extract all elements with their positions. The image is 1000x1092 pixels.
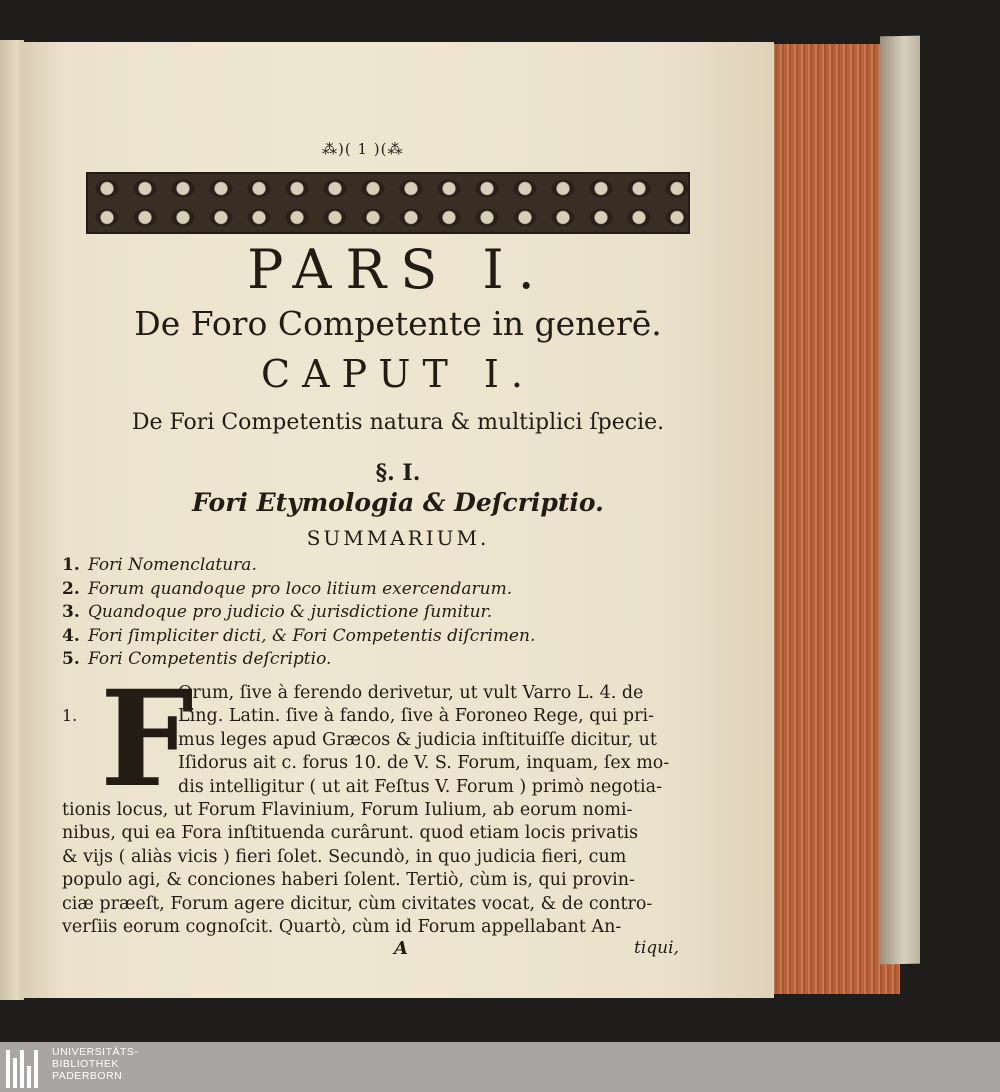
library-footer: [0, 1042, 1000, 1092]
chapter-title: De Fori Competentis natura & multiplici ſpecie.: [131, 410, 665, 435]
summary-heading: SUMMARIUM.: [306, 526, 490, 550]
body-line: mus leges apud Græcos & judicia inſtituiſſe dicitur, ut: [178, 729, 657, 750]
body-line: Iſidorus ait c. forus 10. de V. S. Forum, inquam, ſex mo-: [178, 753, 670, 774]
summary-list: [62, 554, 535, 672]
library-logo-icon: [6, 1046, 46, 1088]
library-name-line: BIBLIOTHEK: [52, 1058, 119, 1070]
body-line: ciæ præeſt, Forum agere dicitur, cùm civitates vocat, & de contro-: [62, 893, 653, 914]
part-subtitle: De Foro Competente in generē.: [134, 304, 662, 343]
signature-mark: A: [394, 938, 408, 959]
summary-item-text: Fori Nomenclatura.: [88, 555, 257, 575]
section-title: Fori Etymologia & Deſcriptio.: [192, 488, 604, 517]
chapter-heading: CAPUT I.: [261, 352, 535, 396]
drop-cap: F: [100, 662, 194, 817]
book-page: [22, 42, 774, 998]
summary-item-number: 3.: [62, 602, 80, 622]
body-line: populo agi, & conciones haberi ſolent. Tertiò, cùm is, qui provin-: [62, 870, 635, 891]
running-head: ⁂)( 1 )(⁂: [322, 140, 404, 158]
body-line: & vijs ( aliàs vicis ) fieri ſolet. Secundò, in quo judicia fieri, cum: [62, 846, 627, 867]
body-line: tionis locus, ut Forum Flavinium, Forum Iulium, ab eorum nomi-: [62, 800, 633, 821]
summary-item-number: 1.: [62, 555, 80, 575]
summary-item-number: 4.: [62, 625, 80, 646]
body-line: Ling. Latin. ſive à fando, ſive à Foroneo Rege, qui pri-: [178, 706, 654, 727]
body-text: [62, 682, 682, 939]
book-cover: [880, 36, 920, 965]
summary-item-text: Forum quandoque pro loco litium exercendarum.: [88, 578, 513, 599]
library-name: [52, 1046, 138, 1082]
body-line: nibus, qui ea Fora inſtituenda curârunt. quod etiam locis privatis: [62, 823, 639, 844]
library-name-line: PADERBORN: [52, 1070, 123, 1082]
body-line: dis intelligitur ( ut ait Feſtus V. Forum ) primò negotia-: [178, 776, 662, 797]
library-name-line: UNIVERSITÄTS-: [52, 1046, 139, 1058]
part-title: PARS I.: [247, 238, 549, 301]
summary-item: [62, 578, 535, 602]
body-line: Orum, ſive à ferendo derivetur, ut vult Varro L. 4. de: [178, 683, 644, 703]
ornament-band: [86, 172, 690, 234]
left-page-edge: [0, 40, 24, 1000]
section-number: §. I.: [375, 460, 421, 486]
summary-item-text: Quandoque pro judicio & jurisdictione ſumitur.: [88, 602, 493, 622]
summary-item-text: Fori ſimpliciter dicti, & Fori Competentis diſcrimen.: [88, 625, 536, 646]
summary-item-number: 5.: [62, 649, 80, 669]
margin-number: 1.: [62, 706, 78, 725]
catchword: tiqui,: [634, 938, 679, 958]
summary-item-number: 2.: [62, 578, 80, 599]
summary-item: [62, 554, 535, 578]
summary-item: [62, 625, 535, 649]
summary-item: [62, 601, 535, 625]
summary-item-text: Fori Competentis deſcriptio.: [88, 649, 332, 669]
body-line: verſiis eorum cognoſcit. Quartò, cùm id Forum appellabant An-: [62, 917, 622, 938]
